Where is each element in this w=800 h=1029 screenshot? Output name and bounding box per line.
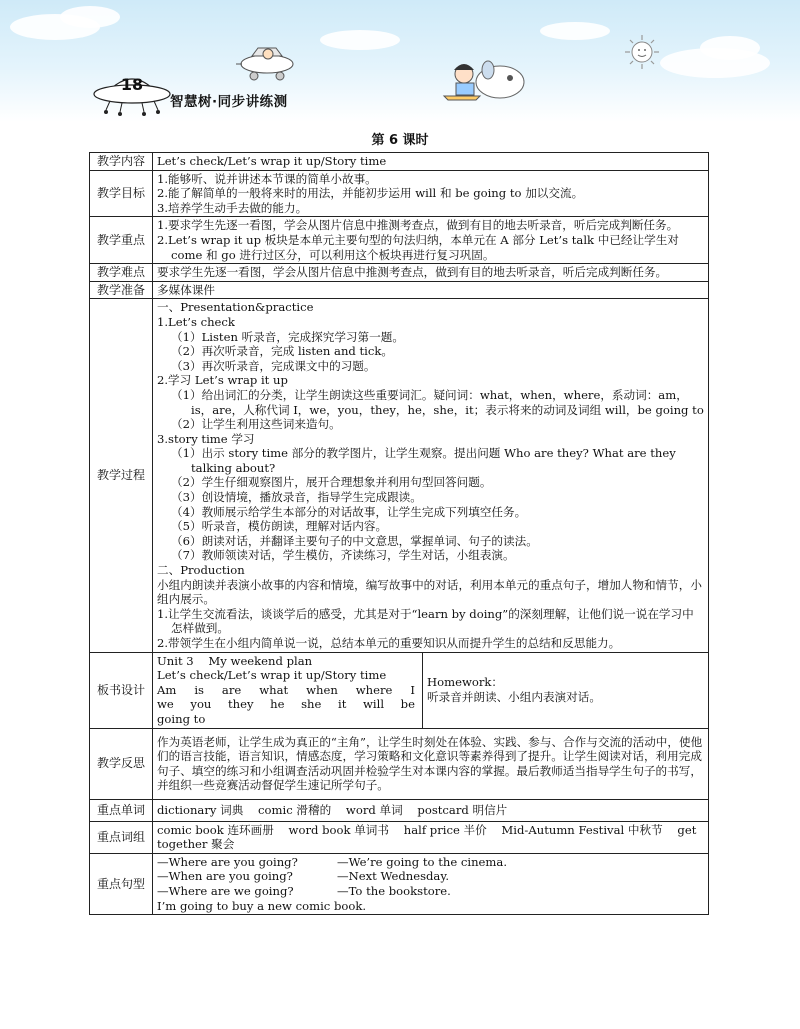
- board-word: he: [270, 697, 285, 712]
- row-goals: [90, 170, 709, 217]
- question: —Where are we going?: [157, 883, 294, 898]
- row-board: [90, 652, 709, 728]
- reflection-text: 作为英语老师，让学生成为真正的“主角”，让学生时刻处在体验、实践、参与、合作与交流的活动中，使他们的语言技能，语言知识，情感态度，学习策略和文化意识等素养得到了提升。让学生阅读对话，利用完成句子、填空的练习和小组调查活动巩固并检验学生对本课内容的掌握。最后教师适当指导学生句子的书写，并组织一些竞赛活动督促学生速记所学句子。: [153, 728, 709, 799]
- board-homework-cell: [423, 652, 709, 728]
- header-banner: [0, 0, 800, 122]
- row-label: 教学重点: [90, 217, 153, 264]
- sentence-last: I’m going to buy a new comic book.: [157, 898, 367, 913]
- difficulties-text: 要求学生先逐一看图，学会从图片信息中推测考查点，做到有目的地去听录音，听后完成判断任务。: [153, 264, 709, 282]
- series-title: 智慧树·同步讲练测: [170, 94, 288, 110]
- kids-dog-illustration: [440, 56, 530, 102]
- board-word: they: [228, 697, 254, 712]
- step-item: （1）给出词汇的分类，让学生朗读这些重要词汇。疑问词：what，when，where，系动词：am，is，are，人称代词 I，we，you，they，he，she，it；表示将来的动词及词组 will，be going to: [171, 387, 704, 417]
- row-key-points: [90, 217, 709, 264]
- sentence-pair: [157, 884, 704, 899]
- goal-line: 3.培养学生动手去做的能力。: [157, 200, 308, 215]
- board-left-cell: [153, 652, 423, 728]
- board-word: are: [221, 682, 242, 697]
- step-item: （2）学生仔细观察图片，展开合理想象并利用句型回答问题。: [171, 475, 492, 490]
- board-word: Am: [157, 682, 177, 697]
- board-unit: Unit 3 My weekend plan: [157, 653, 313, 668]
- homework-label: Homework：: [427, 675, 504, 690]
- board-word: where: [355, 682, 393, 697]
- page-number: 18: [120, 75, 144, 94]
- content-text: Let’s check/Let’s wrap it up/Story time: [153, 153, 709, 171]
- key-point-line: 1.要求学生先逐一看图，学会从图片信息中推测考查点，做到有目的地去听录音，听后完成判断任务。: [157, 218, 679, 233]
- row-label: 教学过程: [90, 299, 153, 652]
- row-label: 教学反思: [90, 728, 153, 799]
- step-item: （4）教师展示给学生本部分的对话故事，让学生完成下列填空任务。: [171, 504, 527, 519]
- board-words-line-2: [157, 697, 415, 712]
- section-heading: 一、Presentation&practice: [157, 300, 314, 315]
- step-heading: 2.学习 Let’s wrap it up: [157, 373, 288, 388]
- question: —When are you going?: [157, 869, 293, 884]
- step-item: 1.让学生交流看法，谈谈学后的感受，尤其是对于“learn by doing”的深刻理解，让他们说一说在学习中怎样做到。: [157, 606, 694, 636]
- board-word: you: [190, 697, 212, 712]
- row-reflection: [90, 728, 709, 799]
- goal-line: 1.能够听、说并讲述本节课的简单小故事。: [157, 171, 377, 186]
- process-cell: [153, 299, 709, 652]
- lesson-title: 第 6 课时: [371, 133, 429, 148]
- row-label: 重点单词: [90, 799, 153, 821]
- row-label: 板书设计: [90, 652, 153, 728]
- board-word: is: [194, 682, 204, 697]
- row-difficulties: [90, 264, 709, 282]
- row-label: 教学准备: [90, 281, 153, 299]
- board-word: will: [362, 697, 385, 712]
- row-preparation: [90, 281, 709, 299]
- answer: —Next Wednesday.: [337, 869, 450, 884]
- step-item: （6）朗读对话，并翻译主要句子的中文意思，掌握单词、句子的读法。: [171, 533, 538, 548]
- question: —Where are you going?: [157, 854, 298, 869]
- step-item: （2）让学生利用这些词来造句。: [171, 417, 341, 432]
- step-item: （1）Listen 听录音，完成探究学习第一题。: [171, 329, 404, 344]
- step-item: （1）出示 story time 部分的教学图片，让学生观察。提出问题 Who are they? What are they talking about?: [171, 446, 676, 475]
- board-word: it: [338, 697, 347, 712]
- step-item: 2.带领学生在小组内简单说一说，总结本单元的重要知识从而提升学生的总结和反思能力。: [157, 636, 621, 650]
- row-label: 教学内容: [90, 153, 153, 171]
- step-item: （7）教师领读对话，学生模仿，齐读练习，学生对话，小组表演。: [171, 548, 515, 563]
- board-word: she: [301, 697, 322, 712]
- key-points-cell: [153, 217, 709, 264]
- sentence-pair: [157, 855, 704, 870]
- row-label: 教学难点: [90, 264, 153, 282]
- section-heading: 二、Production: [157, 563, 245, 578]
- answer: —We’re going to the cinema.: [337, 854, 507, 869]
- goal-line: 2.能了解简单的一般将来时的用法，并能初步运用 will 和 be going to 加以交流。: [157, 186, 584, 201]
- step-item: （2）再次听录音，完成 listen and tick。: [171, 344, 394, 359]
- lesson-plan-table: [89, 152, 709, 915]
- production-text: 小组内朗读并表演小故事的内容和情境，编写故事中的对话，利用本单元的重点句子，增加人物和情节，小组内展示。: [157, 577, 702, 607]
- row-key-phrases: [90, 821, 709, 853]
- row-key-sentences: [90, 853, 709, 914]
- row-label: 重点句型: [90, 853, 153, 914]
- goals-cell: [153, 170, 709, 217]
- board-word: be: [400, 697, 415, 712]
- board-words-line-1: [157, 683, 415, 698]
- key-point-line: 2.Let’s wrap it up 板块是本单元主要句型的句法归纳，本单元在 A 部分 Let’s talk 中已经让学生对 come 和 go 进行过区分，可以利用这个板块再进行复习巩固。: [157, 232, 679, 262]
- key-sentences-cell: [153, 853, 709, 914]
- homework-text: 听录音并朗读、小组内表演对话。: [427, 690, 601, 705]
- row-label: 教学目标: [90, 170, 153, 217]
- step-heading: 3.story time 学习: [157, 431, 255, 446]
- board-word: we: [157, 697, 174, 712]
- airplane-illustration: [232, 40, 302, 84]
- sun-icon: [622, 32, 662, 72]
- board-word: when: [306, 682, 338, 697]
- board-word: what: [259, 682, 289, 697]
- step-item: （3）再次听录音，完成课文中的习题。: [171, 358, 376, 373]
- row-process: [90, 299, 709, 652]
- answer: —To the bookstore.: [337, 883, 451, 898]
- board-words-line-3: going to: [157, 711, 206, 726]
- key-phrases-text: comic book 连环画册 word book 单词书 half price 半价 Mid-Autumn Festival 中秋节 get together 聚会: [153, 821, 709, 853]
- preparation-text: 多媒体课件: [153, 281, 709, 299]
- step-heading: 1.Let’s check: [157, 314, 235, 329]
- board-subtitle: Let’s check/Let’s wrap it up/Story time: [157, 668, 387, 683]
- board-word: I: [410, 682, 415, 697]
- step-item: （3）创设情境，播放录音，指导学生完成跟读。: [171, 490, 422, 505]
- step-item: （5）听录音，模仿朗读，理解对话内容。: [171, 519, 388, 534]
- row-content: [90, 153, 709, 171]
- sentence-pair: [157, 869, 704, 884]
- row-key-words: [90, 799, 709, 821]
- key-words-text: dictionary 词典 comic 滑稽的 word 单词 postcard 明信片: [153, 799, 709, 821]
- row-label: 重点词组: [90, 821, 153, 853]
